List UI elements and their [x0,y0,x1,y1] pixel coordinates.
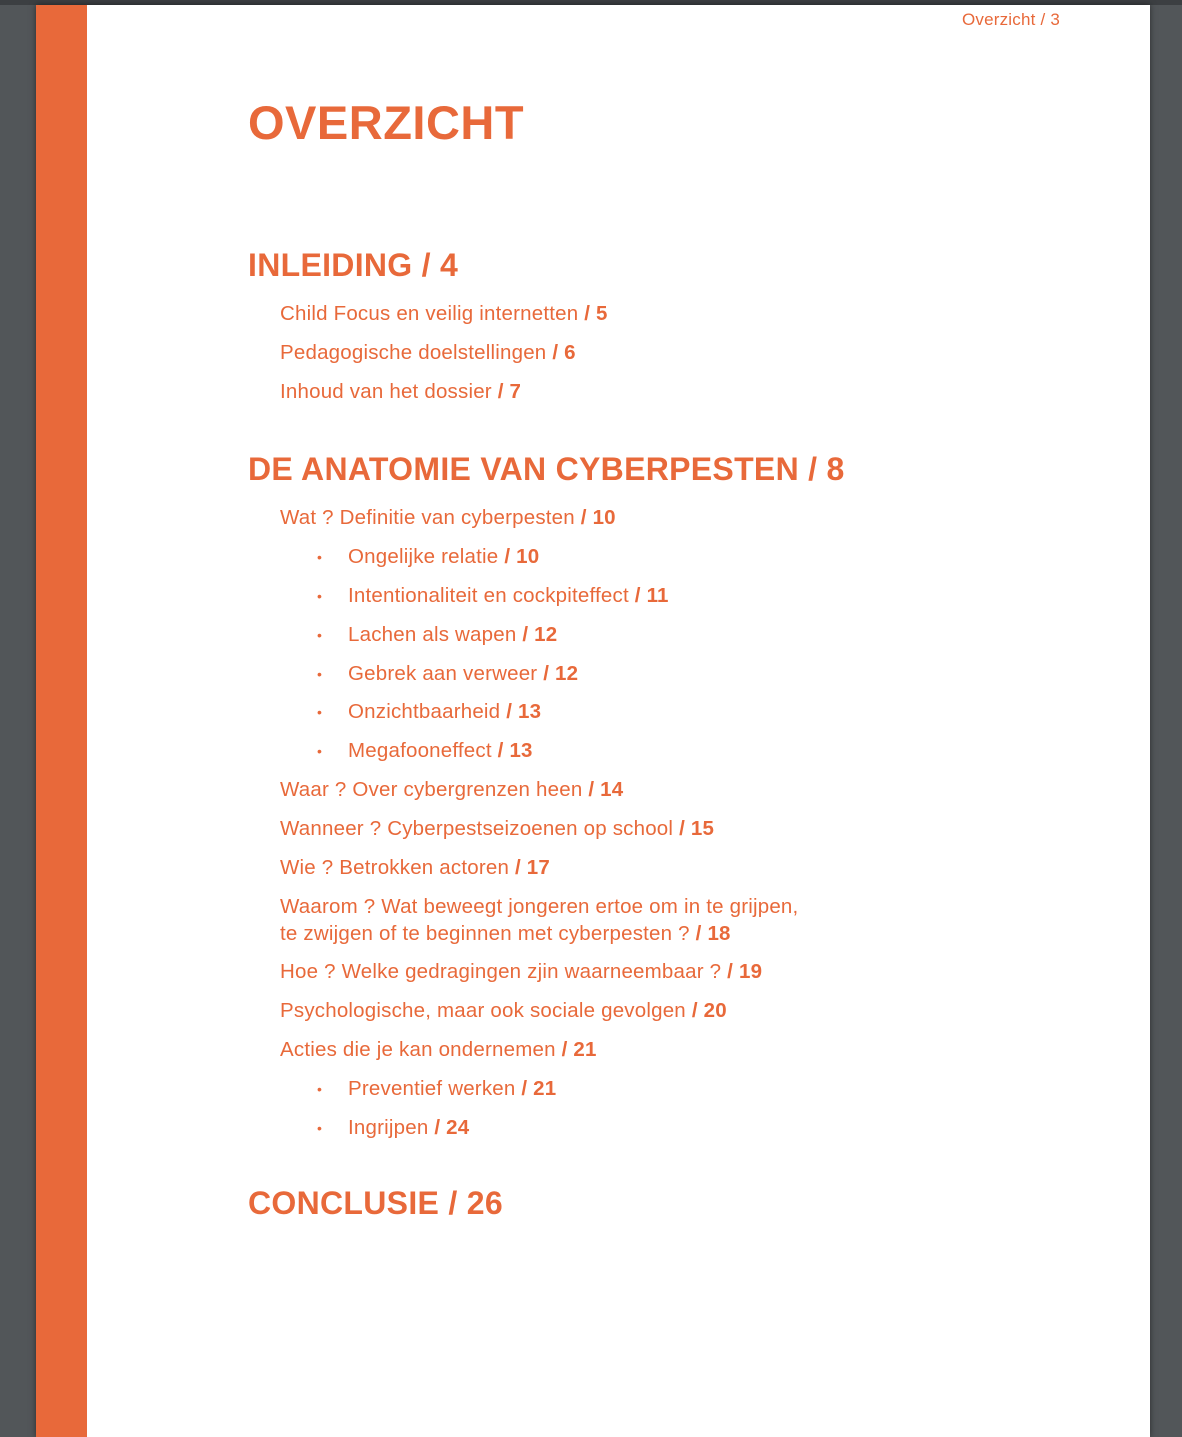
toc-entry[interactable]: Pedagogische doelstellingen / 6 [280,340,576,364]
toc-entry[interactable]: Wat ? Definitie van cyberpesten / 10 [280,506,616,530]
page-number: / 21 [521,1076,557,1100]
page-number: / 19 [727,960,763,984]
toc-entry[interactable]: Waarom ? Wat beweegt jongeren ertoe om in te grijpen, te zwijgen of te beginnen met cyberpesten ? / 18 [280,895,799,946]
bullet-icon: • [317,626,323,643]
toc-section-conclusie[interactable]: CONCLUSIE / 26 [248,1185,503,1222]
page-number: / 10 [504,545,540,569]
toc-list-inleiding [248,295,1048,411]
toc-subentry[interactable]: • Lachen als wapen / 12 [248,616,1048,655]
toc-subentry[interactable]: • Ongelijke relatie / 10 [248,538,1048,577]
page-number: / 7 [497,379,522,403]
page-number: / 20 [691,999,727,1023]
page-number: / 15 [679,816,715,840]
page-number: / 14 [588,777,624,801]
page-number: / 10 [580,506,616,530]
page-number: / 13 [497,739,533,763]
bullet-icon: • [317,1080,323,1097]
bullet-icon: • [317,587,323,604]
toc-entry[interactable]: Hoe ? Welke gedragingen zjin waarneembaar ? / 19 [280,960,763,984]
table-of-contents [248,241,1048,1227]
toc-section-inleiding[interactable]: INLEIDING / 4 [248,247,459,283]
toc-entry[interactable]: Child Focus en veilig internetten / 5 [280,302,608,325]
toc-subentry[interactable]: • Gebrek aan verweer / 12 [248,655,1048,694]
spacer [248,1147,1048,1179]
page-number: / 6 [552,340,576,364]
toc-subentry[interactable]: • Megafooneffect / 13 [248,732,1048,771]
bullet-icon: • [317,743,323,760]
toc-subentry[interactable]: • Preventief werken / 21 [248,1070,1048,1109]
page-title: OVERZICHT [248,96,525,149]
toc-entry[interactable]: Waar ? Over cybergrenzen heen / 14 [280,777,624,801]
bullet-icon: • [317,704,323,721]
spacer [248,411,1048,445]
orange-side-band [36,5,87,1437]
page-number: / 11 [634,583,669,607]
toc-entry[interactable]: Wanneer ? Cyberpestseizoenen op school / 15 [280,816,715,840]
bullet-icon: • [317,1119,323,1136]
page-number: / 12 [522,622,558,646]
toc-entry[interactable]: Wie ? Betrokken actoren / 17 [280,855,550,879]
bullet-icon: • [317,549,323,566]
toc-subentry[interactable]: • Ingrijpen / 24 [248,1109,1048,1148]
document-page[interactable] [36,5,1150,1437]
toc-entry[interactable]: Psychologische, maar ook sociale gevolgen / 20 [280,999,727,1023]
running-header: Overzicht / 3 [961,10,1060,29]
toc-section-anatomie[interactable]: DE ANATOMIE VAN CYBERPESTEN / 8 [248,451,845,488]
page-number: / 12 [543,661,579,685]
page-number: / 5 [584,302,608,325]
toc-list-anatomie [248,499,1048,1147]
toc-entry[interactable]: Inhoud van het dossier / 7 [280,379,522,403]
page-number: / 21 [561,1037,597,1061]
page-number: / 24 [434,1115,470,1139]
toc-subentry[interactable]: • Intentionaliteit en cockpiteffect / 11 [248,577,1048,616]
toc-subentry[interactable]: • Onzichtbaarheid / 13 [248,693,1048,732]
bullet-icon: • [317,665,323,682]
page-number: / 13 [506,700,542,724]
page-number: / 17 [514,855,550,879]
page-number: / 18 [695,922,731,946]
toc-entry[interactable]: Acties die je kan ondernemen / 21 [280,1037,597,1061]
